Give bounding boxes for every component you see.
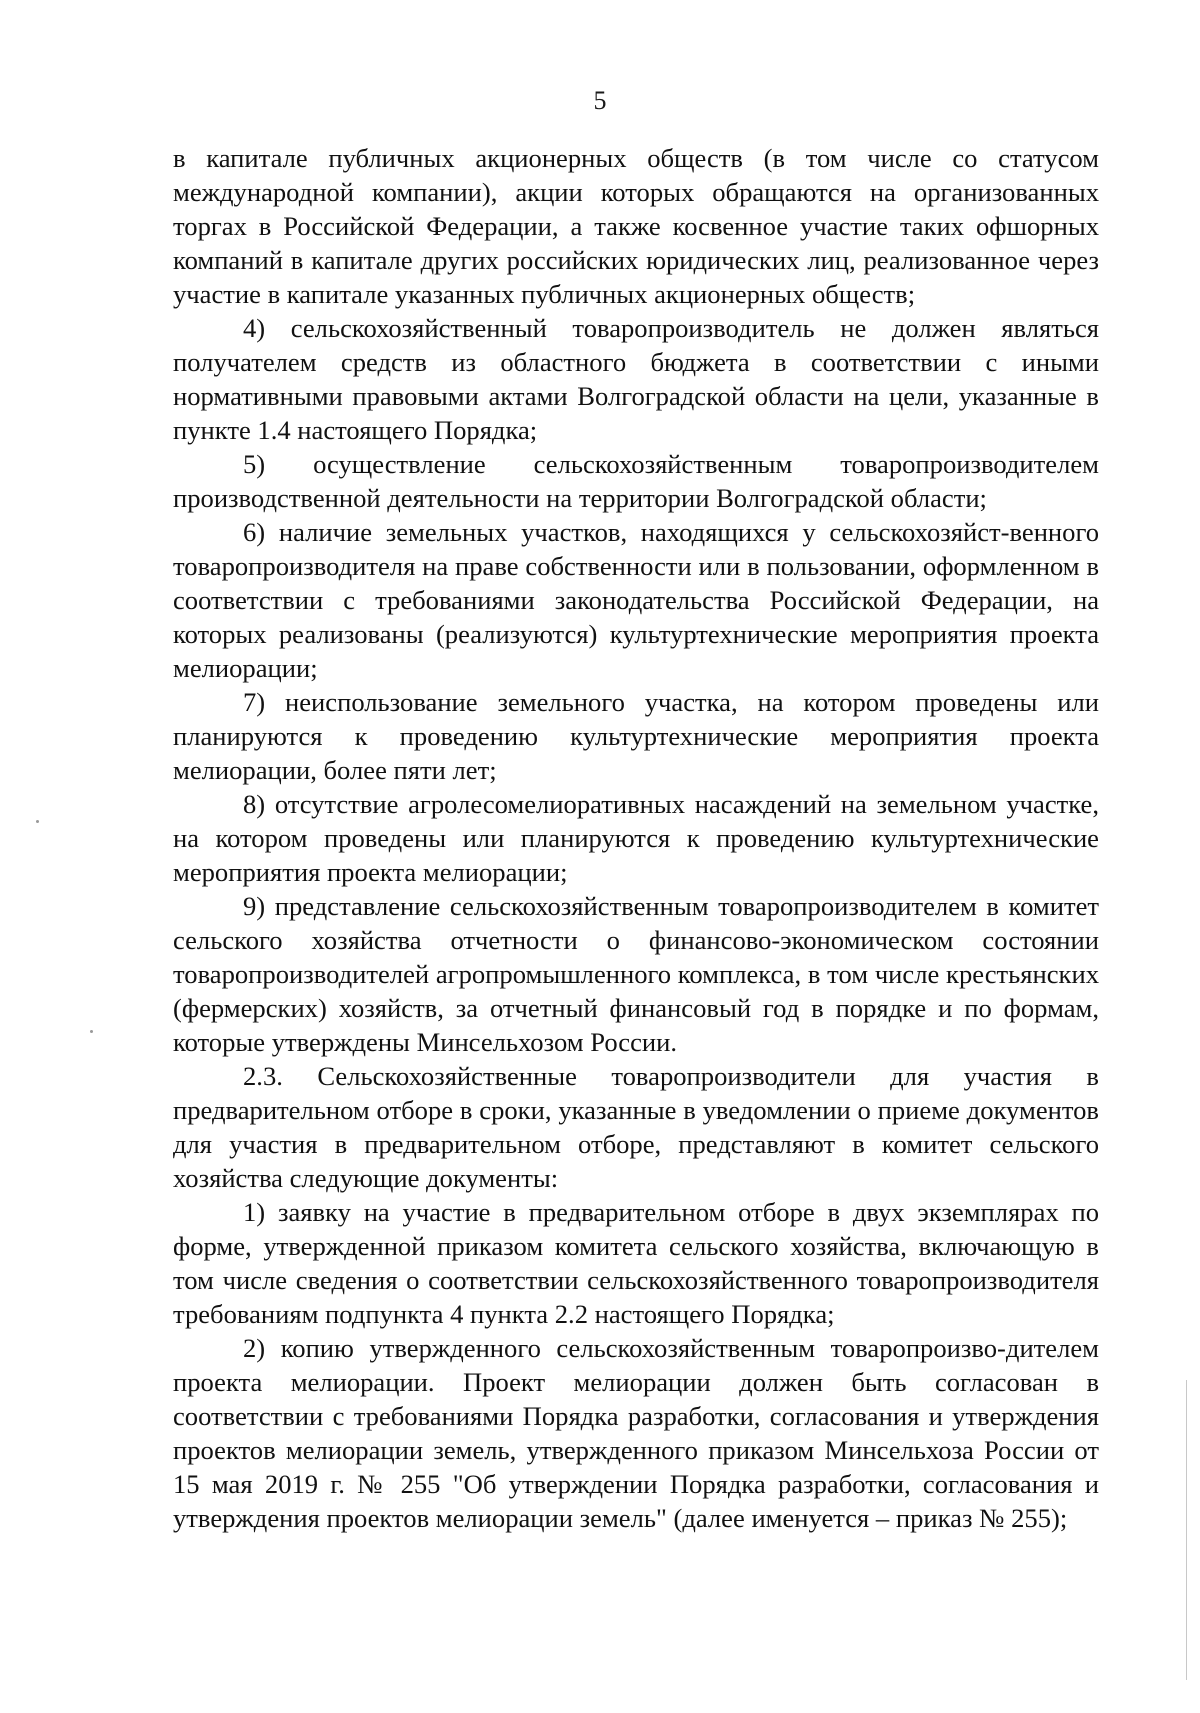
paragraph-doc-item-1: 1) заявку на участие в предварительном отборе в двух экземплярах по форме, утвержденной приказом комитета сельского хозяйства, включающую в том числе сведения о соответствии сельскохозяйственного товаропроизводителя требованиям подпункта 4 пункта 2.2 настоящего Порядка; <box>173 1197 1099 1329</box>
scan-speck <box>90 1030 93 1033</box>
paragraph-doc-item-2: 2) копию утвержденного сельскохозяйственным товаропроизво-дителем проекта мелиорации. Проект мелиорации должен быть согласован в соответствии с требованиями Порядка разработки, согласования и утверждения проектов мелиорации земель, утвержденного приказом Минсельхоза России от 15 мая 2019 г. № 255 "Об утверждении Порядка разработки, согласования и утверждения проектов мелиорации земель" (далее именуется – приказ № 255); <box>173 1333 1099 1533</box>
paragraph-continuation: в капитале публичных акционерных обществ (в том числе со статусом международной компании), акции которых обращаются на организованных торгах в Российской Федерации, а также косвенное участие таких офшорных компаний в капитале других российских юридических лиц, реализованное через участие в капитале указанных публичных акционерных обществ; <box>173 143 1099 309</box>
paragraph-item-6: 6) наличие земельных участков, находящихся у сельскохозяйст-венного товаропроизводителя на праве собственности или в пользовании, оформленном в соответствии с требованиями законодательства Российской Федерации, на которых реализованы (реализуются) культуртехнические мероприятия проекта мелиорации; <box>173 517 1099 683</box>
paragraph-section-2-3: 2.3. Сельскохозяйственные товаропроизводители для участия в предварительном отборе в сроки, указанные в уведомлении о приеме документов для участия в предварительном отборе, представляют в комитет сельского хозяйства следующие документы: <box>173 1061 1099 1193</box>
page-number: 5 <box>593 86 607 115</box>
paragraph-item-8: 8) отсутствие агролесомелиоративных насаждений на земельном участке, на котором проведены или планируются к проведению культуртехнические мероприятия проекта мелиорации; <box>173 789 1099 887</box>
scan-speck <box>36 820 39 823</box>
document-body <box>173 141 1099 1535</box>
paragraph-item-7: 7) неиспользование земельного участка, на котором проведены или планируются к проведению культуртехнические мероприятия проекта мелиорации, более пяти лет; <box>173 687 1099 785</box>
paragraph-item-5: 5) осуществление сельскохозяйственным товаропроизводителем производственной деятельности на территории Волгоградской области; <box>173 449 1099 513</box>
paragraph-item-9: 9) представление сельскохозяйственным товаропроизводителем в комитет сельского хозяйства отчетности о финансово-экономическом состоянии товаропроизводителей агропромышленного комплекса, в том числе крестьянских (фермерских) хозяйств, за отчетный финансовый год в порядке и по формам, которые утверждены Минсельхозом России. <box>173 891 1099 1057</box>
paragraph-item-4: 4) сельскохозяйственный товаропроизводитель не должен являться получателем средств из областного бюджета в соответствии с иными нормативными правовыми актами Волгоградской области на цели, указанные в пункте 1.4 настоящего Порядка; <box>173 313 1099 445</box>
scan-line <box>1186 1380 1187 1680</box>
